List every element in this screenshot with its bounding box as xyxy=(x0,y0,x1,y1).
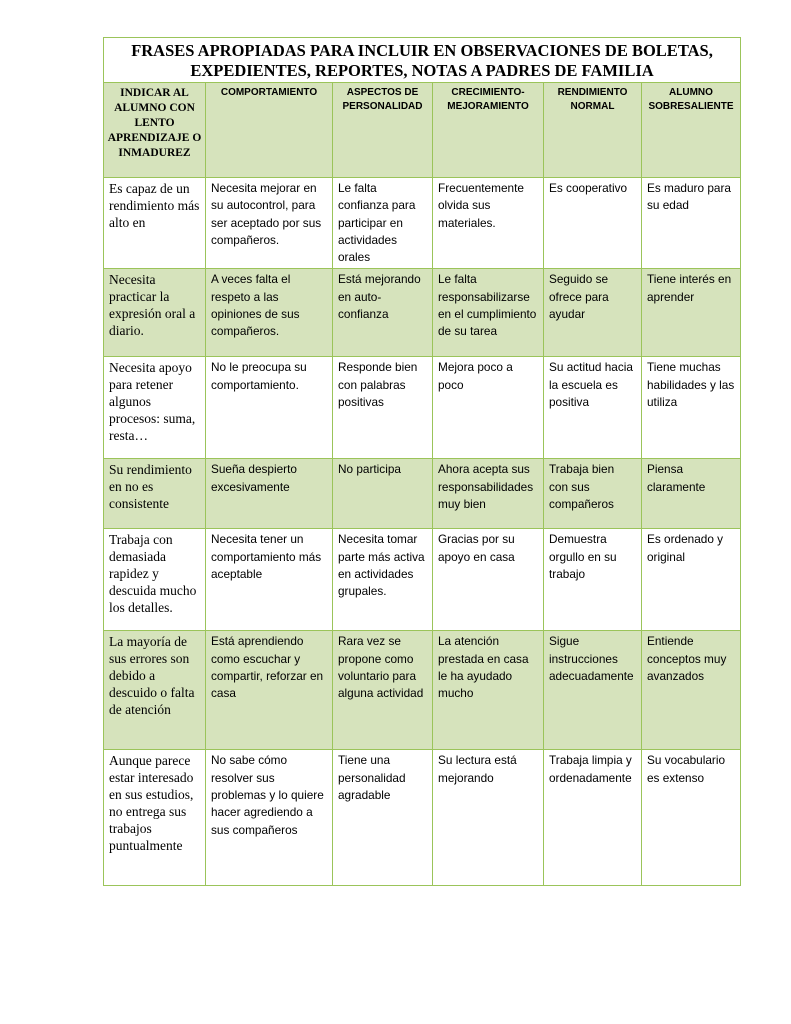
table-cell: Su rendimiento en no es consistente xyxy=(104,459,206,529)
table-cell: Su lectura está mejorando xyxy=(433,750,544,886)
table-cell: La atención prestada en casa le ha ayudado mucho xyxy=(433,631,544,750)
table-cell: Rara vez se propone como voluntario para alguna actividad xyxy=(333,631,433,750)
table-cell: Trabaja limpia y ordenadamente xyxy=(544,750,642,886)
column-header-personality: ASPECTOS DE PERSONALIDAD xyxy=(333,83,433,178)
table-cell: Trabaja bien con sus compañeros xyxy=(544,459,642,529)
header-row xyxy=(104,83,741,178)
table-cell: Ahora acepta sus responsabilidades muy bien xyxy=(433,459,544,529)
table-row xyxy=(104,631,741,750)
table-cell: No participa xyxy=(333,459,433,529)
table-cell: Aunque parece estar interesado en sus estudios, no entrega sus trabajos puntualmente xyxy=(104,750,206,886)
column-header-outstanding: ALUMNO SOBRESALIENTE xyxy=(642,83,741,178)
table-row xyxy=(104,459,741,529)
table-cell: Es ordenado y original xyxy=(642,529,741,631)
table-cell: A veces falta el respeto a las opiniones de sus compañeros. xyxy=(206,269,333,357)
column-header-behavior: COMPORTAMIENTO xyxy=(206,83,333,178)
table-row xyxy=(104,750,741,886)
table-cell: Piensa claramente xyxy=(642,459,741,529)
table-cell: Es cooperativo xyxy=(544,178,642,269)
table-cell: Mejora poco a poco xyxy=(433,357,544,459)
table-cell: Necesita mejorar en su autocontrol, para ser aceptado por sus compañeros. xyxy=(206,178,333,269)
table-cell: No sabe cómo resolver sus problemas y lo quiere hacer agrediendo a sus compañeros xyxy=(206,750,333,886)
table-cell: Tiene interés en aprender xyxy=(642,269,741,357)
table-cell: La mayoría de sus errores son debido a descuido o falta de atención xyxy=(104,631,206,750)
table-cell: Demuestra orgullo en su trabajo xyxy=(544,529,642,631)
title-row xyxy=(104,38,741,83)
table-cell: Está mejorando en auto-confianza xyxy=(333,269,433,357)
table-cell: Sigue instrucciones adecuadamente xyxy=(544,631,642,750)
table-row xyxy=(104,357,741,459)
column-header-slow-learner: INDICAR AL ALUMNO CON LENTO APRENDIZAJE O INMADUREZ xyxy=(104,83,206,178)
table-cell: Su vocabulario es extenso xyxy=(642,750,741,886)
column-header-normal-performance: RENDIMIENTO NORMAL xyxy=(544,83,642,178)
table-cell: Frecuentemente olvida sus materiales. xyxy=(433,178,544,269)
table-row xyxy=(104,178,741,269)
table-cell: Su actitud hacia la escuela es positiva xyxy=(544,357,642,459)
table-cell: Necesita practicar la expresión oral a diario. xyxy=(104,269,206,357)
table-cell: Está aprendiendo como escuchar y compartir, reforzar en casa xyxy=(206,631,333,750)
table-cell: Necesita tener un comportamiento más aceptable xyxy=(206,529,333,631)
table-cell: Necesita tomar parte más activa en actividades grupales. xyxy=(333,529,433,631)
table-row xyxy=(104,529,741,631)
table-cell: Entiende conceptos muy avanzados xyxy=(642,631,741,750)
table-cell: Es capaz de un rendimiento más alto en xyxy=(104,178,206,269)
table-cell: Seguido se ofrece para ayudar xyxy=(544,269,642,357)
table-cell: Tiene muchas habilidades y las utiliza xyxy=(642,357,741,459)
phrases-document xyxy=(103,37,740,886)
table-cell: Necesita apoyo para retener algunos procesos: suma, resta… xyxy=(104,357,206,459)
title-line-2: EXPEDIENTES, REPORTES, NOTAS A PADRES DE FAMILIA xyxy=(190,61,654,80)
phrases-table xyxy=(103,37,741,886)
column-header-growth: CRECIMIENTO-MEJORAMIENTO xyxy=(433,83,544,178)
table-cell: Es maduro para su edad xyxy=(642,178,741,269)
table-cell: Tiene una personalidad agradable xyxy=(333,750,433,886)
table-cell: No le preocupa su comportamiento. xyxy=(206,357,333,459)
table-cell: Gracias por su apoyo en casa xyxy=(433,529,544,631)
table-cell: Le falta responsabilizarse en el cumplimiento de su tarea xyxy=(433,269,544,357)
title-line-1: FRASES APROPIADAS PARA INCLUIR EN OBSERVACIONES DE BOLETAS, xyxy=(131,41,713,60)
page-title xyxy=(104,38,741,83)
table-cell: Responde bien con palabras positivas xyxy=(333,357,433,459)
table-cell: Sueña despierto excesivamente xyxy=(206,459,333,529)
table-row xyxy=(104,269,741,357)
table-cell: Le falta confianza para participar en actividades orales xyxy=(333,178,433,269)
table-cell: Trabaja con demasiada rapidez y descuida mucho los detalles. xyxy=(104,529,206,631)
